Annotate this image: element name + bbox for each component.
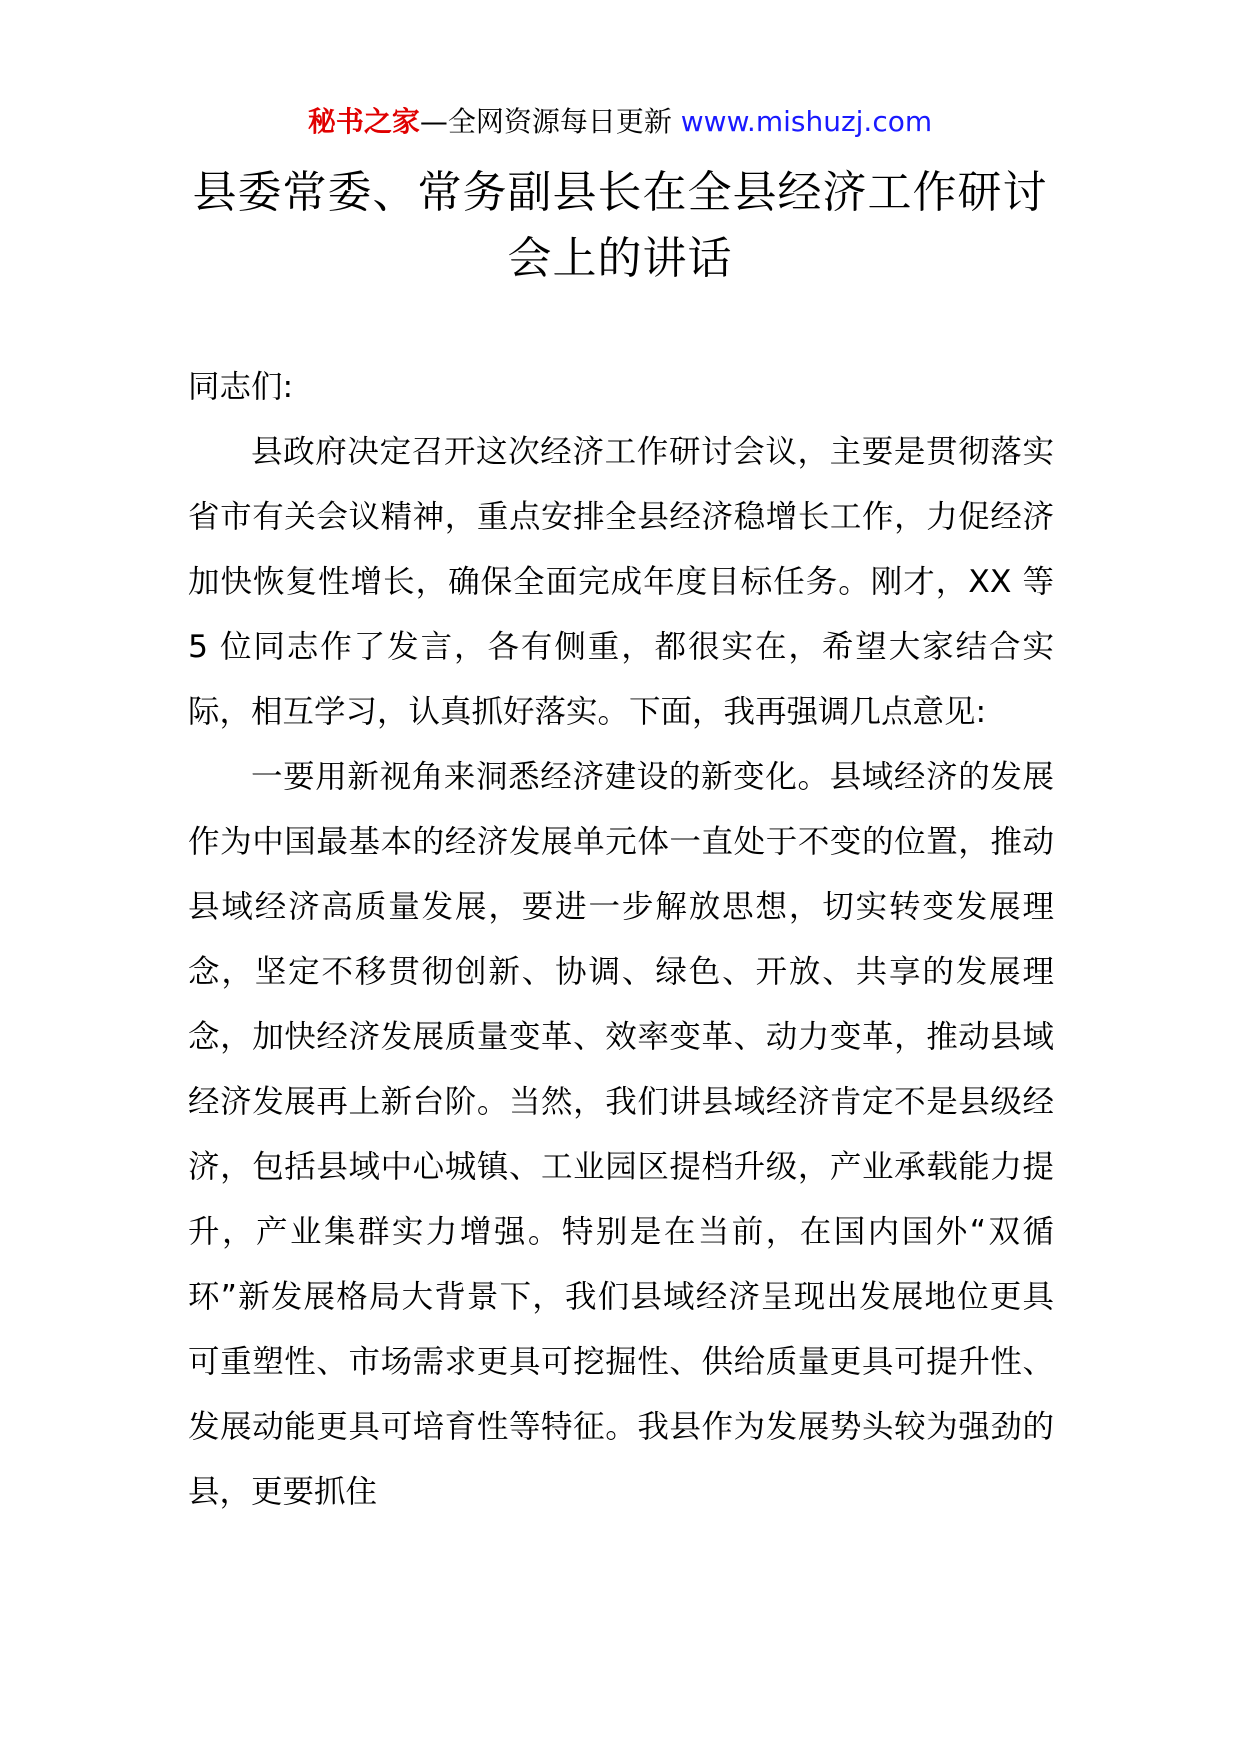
paragraph: 县政府决定召开这次经济工作研讨会议，主要是贯彻落实省市有关会议精神，重点安排全县经济稳增长工作，力促经济加快恢复性增长，确保全面完成年度目标任务。刚才，XX 等 5 位同志作了发言，各有侧重，都很实在，希望大家结合实际，相互学习，认真抓好落实。下面，我再强调几点意见: [188, 434, 1054, 730]
brand-name: 秘书之家 [307, 105, 420, 138]
document-title: 县委常委、常务副县长在全县经济工作研讨会上的讲话 [192, 167, 1048, 284]
site-url-link[interactable]: www.mishuzj.com [680, 105, 933, 138]
paragraph: 一要用新视角来洞悉经济建设的新变化。县域经济的发展作为中国最基本的经济发展单元体一直处于不变的位置，推动县域经济高质量发展，要进一步解放思想，切实转变发展理念，坚定不移贯彻创新、协调、绿色、开放、共享的发展理念，加快经济发展质量变革、效率变革、动力变革，推动县域经济发展再上新台阶。当然，我们讲县域经济肯定不是县级经济，包括县域中心城镇、工业园区提档升级，产业承载能力提升，产业集群实力增强。特别是在当前，在国内国外“双循环”新发展格局大背景下，我们县域经济呈现出发展地位更具可重塑性、市场需求更具可挖掘性、供给质量更具可提升性、发展动能更具可培育性等特征。我县作为发展势头较为强劲的县，更要抓住 [188, 759, 1054, 1510]
document-body [188, 355, 1054, 1525]
salutation: 同志们: [188, 369, 294, 405]
header-tagline: —全网资源每日更新 [419, 105, 681, 138]
site-header [0, 100, 1240, 144]
